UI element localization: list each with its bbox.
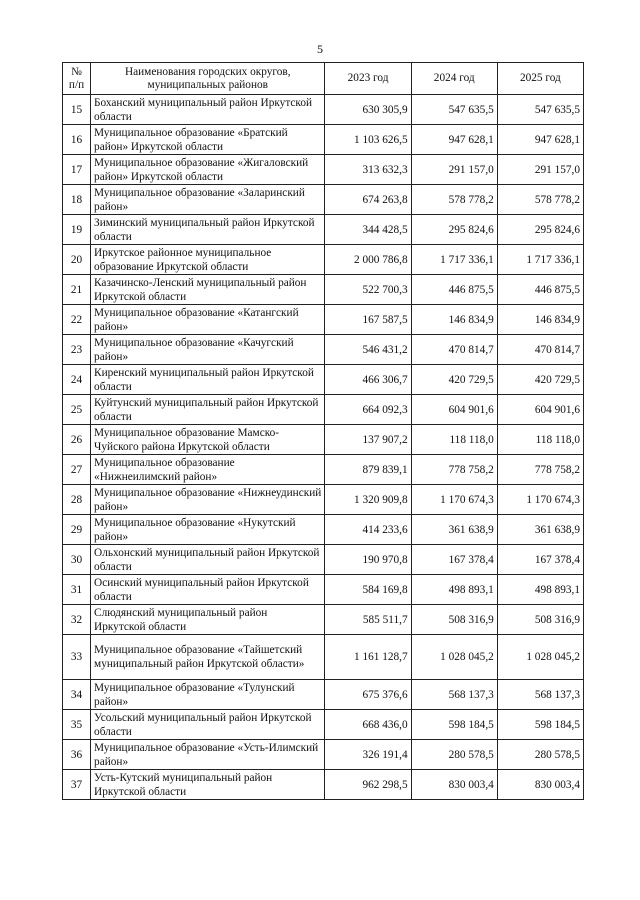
value-2024: 568 137,3 [411,680,497,710]
value-2025: 947 628,1 [497,125,583,155]
municipality-name: Иркутское районное муниципальное образование Иркутской области [91,245,325,275]
row-number: 18 [63,185,91,215]
row-number: 16 [63,125,91,155]
value-2024: 167 378,4 [411,545,497,575]
table-row [63,455,584,485]
row-number: 26 [63,425,91,455]
header-num: № п/п [63,63,91,95]
value-2025: 361 638,9 [497,515,583,545]
row-number: 25 [63,395,91,425]
value-2025: 1 717 336,1 [497,245,583,275]
value-2023: 674 263,8 [325,185,411,215]
value-2024: 361 638,9 [411,515,497,545]
value-2024: 1 717 336,1 [411,245,497,275]
value-2024: 291 157,0 [411,155,497,185]
value-2023: 137 907,2 [325,425,411,455]
row-number: 31 [63,575,91,605]
table-row [63,710,584,740]
table-row [63,185,584,215]
table-row [63,395,584,425]
table-row [63,305,584,335]
value-2024: 508 316,9 [411,605,497,635]
value-2023: 167 587,5 [325,305,411,335]
value-2023: 584 169,8 [325,575,411,605]
value-2024: 280 578,5 [411,740,497,770]
municipality-name: Усть-Кутский муниципальный район Иркутской области [91,770,325,800]
row-number: 24 [63,365,91,395]
value-2023: 344 428,5 [325,215,411,245]
value-2024: 578 778,2 [411,185,497,215]
value-2025: 568 137,3 [497,680,583,710]
value-2025: 420 729,5 [497,365,583,395]
value-2025: 167 378,4 [497,545,583,575]
row-number: 29 [63,515,91,545]
value-2024: 598 184,5 [411,710,497,740]
municipality-name: Муниципальное образование «Тайшетский муниципальный район Иркутской области» [91,635,325,680]
row-number: 36 [63,740,91,770]
value-2025: 508 316,9 [497,605,583,635]
value-2023: 962 298,5 [325,770,411,800]
value-2023: 414 233,6 [325,515,411,545]
municipality-name: Казачинско-Ленский муниципальный район Иркутской области [91,275,325,305]
value-2024: 118 118,0 [411,425,497,455]
value-2025: 146 834,9 [497,305,583,335]
municipality-name: Муниципальное образование «Нукутский район» [91,515,325,545]
value-2024: 446 875,5 [411,275,497,305]
value-2024: 1 170 674,3 [411,485,497,515]
value-2023: 546 431,2 [325,335,411,365]
value-2025: 118 118,0 [497,425,583,455]
table-row [63,740,584,770]
value-2025: 1 028 045,2 [497,635,583,680]
row-number: 35 [63,710,91,740]
table-row [63,245,584,275]
value-2023: 879 839,1 [325,455,411,485]
table-row [63,95,584,125]
value-2025: 578 778,2 [497,185,583,215]
value-2023: 190 970,8 [325,545,411,575]
value-2025: 498 893,1 [497,575,583,605]
row-number: 28 [63,485,91,515]
municipality-name: Муниципальное образование «Заларинский район» [91,185,325,215]
table-row [63,770,584,800]
table-body [63,95,584,800]
value-2024: 146 834,9 [411,305,497,335]
table-row [63,215,584,245]
municipality-name: Зиминский муниципальный район Иркутской области [91,215,325,245]
value-2025: 598 184,5 [497,710,583,740]
header-2024: 2024 год [411,63,497,95]
table-row [63,680,584,710]
value-2024: 830 003,4 [411,770,497,800]
value-2023: 2 000 786,8 [325,245,411,275]
row-number: 22 [63,305,91,335]
value-2025: 470 814,7 [497,335,583,365]
value-2024: 947 628,1 [411,125,497,155]
value-2023: 466 306,7 [325,365,411,395]
value-2023: 668 436,0 [325,710,411,740]
value-2025: 291 157,0 [497,155,583,185]
value-2023: 1 103 626,5 [325,125,411,155]
municipality-name: Муниципальное образование «Качугский район» [91,335,325,365]
row-number: 27 [63,455,91,485]
table-row [63,485,584,515]
table-row [63,335,584,365]
municipality-name: Муниципальное образование «Катангский район» [91,305,325,335]
row-number: 20 [63,245,91,275]
table-row [63,425,584,455]
value-2024: 420 729,5 [411,365,497,395]
value-2025: 604 901,6 [497,395,583,425]
value-2023: 1 320 909,8 [325,485,411,515]
value-2025: 1 170 674,3 [497,485,583,515]
value-2024: 547 635,5 [411,95,497,125]
row-number: 33 [63,635,91,680]
table-row [63,155,584,185]
value-2023: 1 161 128,7 [325,635,411,680]
value-2023: 522 700,3 [325,275,411,305]
municipality-name: Муниципальное образование «Тулунский район» [91,680,325,710]
value-2025: 280 578,5 [497,740,583,770]
row-number: 17 [63,155,91,185]
value-2024: 1 028 045,2 [411,635,497,680]
table-row [63,275,584,305]
row-number: 21 [63,275,91,305]
table-row [63,605,584,635]
page-number: 5 [317,42,323,56]
municipality-name: Боханский муниципальный район Иркутской области [91,95,325,125]
value-2024: 295 824,6 [411,215,497,245]
value-2023: 585 511,7 [325,605,411,635]
municipality-name: Ольхонский муниципальный район Иркутской области [91,545,325,575]
value-2024: 470 814,7 [411,335,497,365]
row-number: 15 [63,95,91,125]
table-row [63,635,584,680]
municipality-name: Муниципальное образование «Нижнеилимский район» [91,455,325,485]
table-row [63,545,584,575]
row-number: 34 [63,680,91,710]
municipality-name: Муниципальное образование «Нижнеудинский район» [91,485,325,515]
header-name: Наименования городских округов, муниципальных районов [91,63,325,95]
table-row [63,515,584,545]
row-number: 30 [63,545,91,575]
value-2024: 604 901,6 [411,395,497,425]
value-2024: 778 758,2 [411,455,497,485]
value-2023: 630 305,9 [325,95,411,125]
municipality-name: Осинский муниципальный район Иркутской области [91,575,325,605]
table-row [63,365,584,395]
row-number: 32 [63,605,91,635]
row-number: 37 [63,770,91,800]
table-header-row [63,63,584,95]
municipality-name: Муниципальное образование «Усть-Илимский район» [91,740,325,770]
budget-table [62,62,584,800]
value-2025: 547 635,5 [497,95,583,125]
municipality-name: Муниципальное образование Мамско-Чуйского района Иркутской области [91,425,325,455]
municipality-name: Куйтунский муниципальный район Иркутской области [91,395,325,425]
value-2024: 498 893,1 [411,575,497,605]
municipality-name: Киренский муниципальный район Иркутской области [91,365,325,395]
table-row [63,575,584,605]
row-number: 23 [63,335,91,365]
value-2023: 675 376,6 [325,680,411,710]
municipality-name: Усольский муниципальный район Иркутской области [91,710,325,740]
header-2023: 2023 год [325,63,411,95]
municipality-name: Муниципальное образование «Жигаловский район» Иркутской области [91,155,325,185]
municipality-name: Слюдянский муниципальный район Иркутской области [91,605,325,635]
header-2025: 2025 год [497,63,583,95]
value-2025: 778 758,2 [497,455,583,485]
value-2025: 295 824,6 [497,215,583,245]
value-2023: 313 632,3 [325,155,411,185]
value-2023: 664 092,3 [325,395,411,425]
municipality-name: Муниципальное образование «Братский район» Иркутской области [91,125,325,155]
value-2025: 830 003,4 [497,770,583,800]
row-number: 19 [63,215,91,245]
table-row [63,125,584,155]
value-2025: 446 875,5 [497,275,583,305]
value-2023: 326 191,4 [325,740,411,770]
